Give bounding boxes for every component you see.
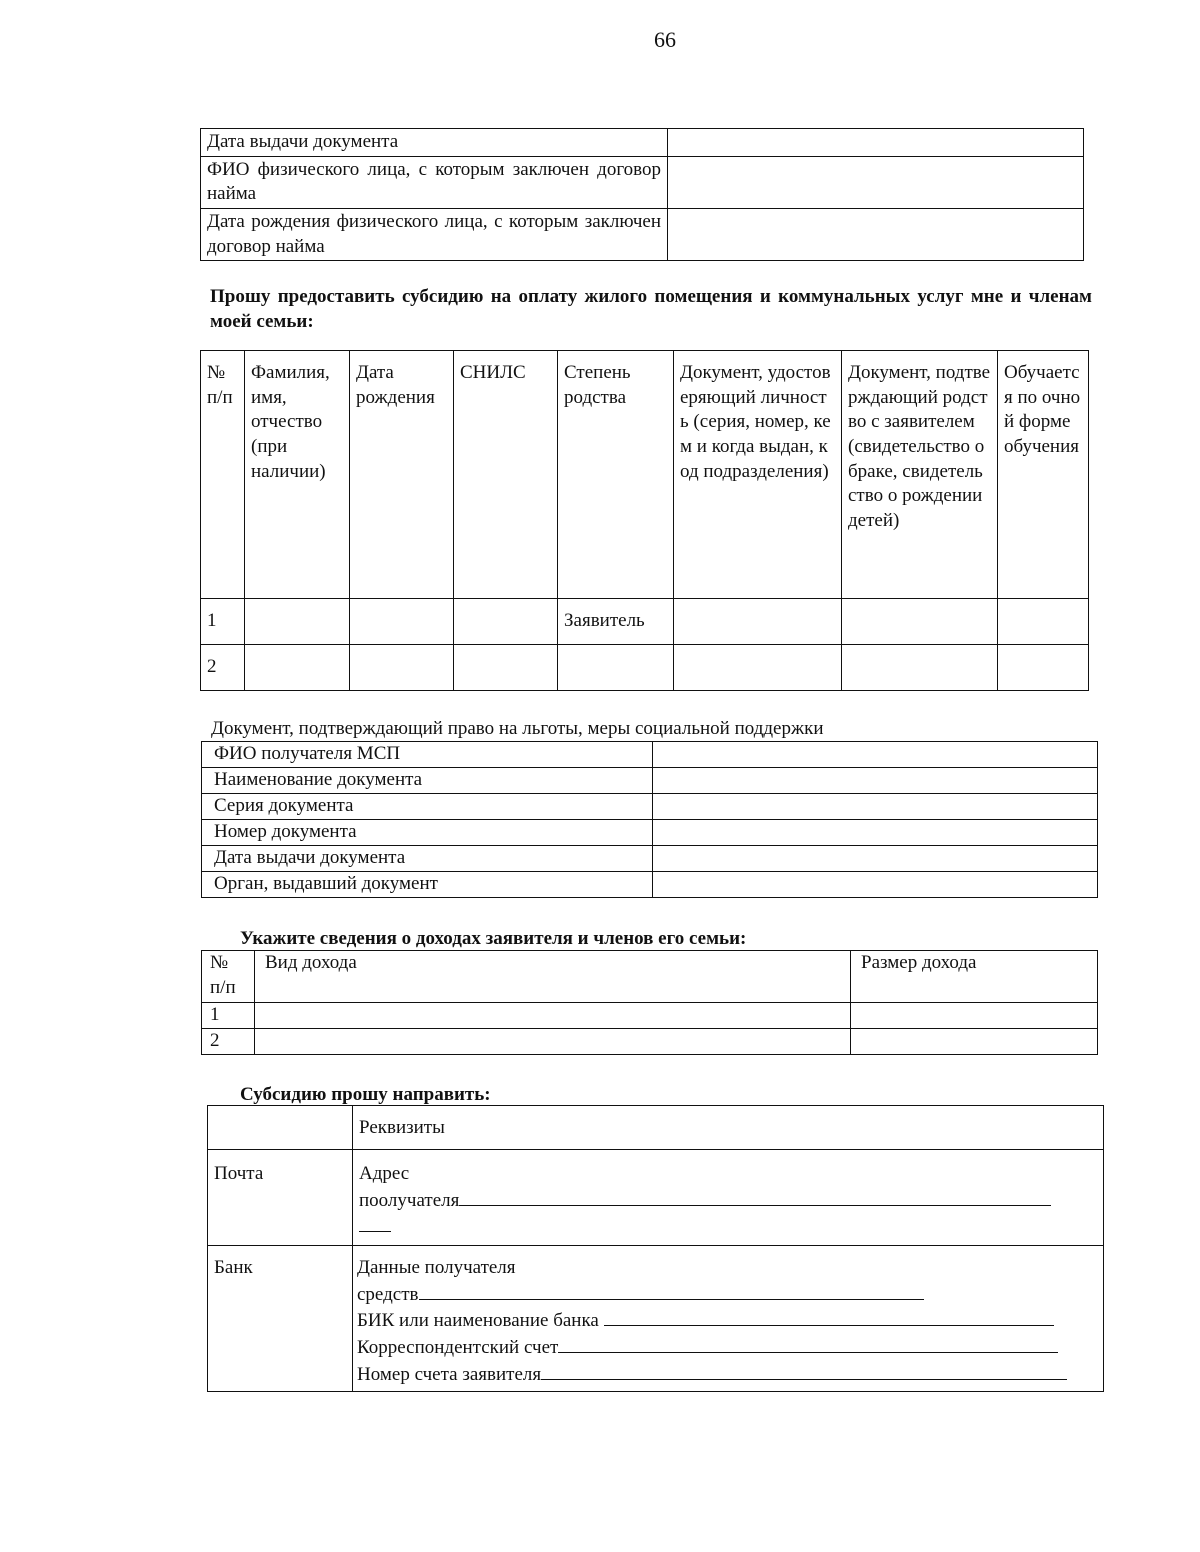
subsidy-section-heading: Субсидию прошу направить:	[240, 1084, 491, 1105]
column-header: Реквизиты	[353, 1106, 1104, 1150]
row-number: 2	[202, 1029, 255, 1055]
table-row	[201, 129, 1084, 157]
table-cell[interactable]	[350, 645, 454, 691]
table-row	[201, 645, 1089, 691]
benefit-table	[201, 741, 1098, 898]
field-label: Дата рождения физического лица, с которым заключен договор найма	[201, 209, 668, 261]
row-number: 1	[201, 599, 245, 645]
account-number-line: Номер счета заявителя	[357, 1361, 1097, 1388]
address-field-continuation[interactable]	[359, 1213, 1097, 1238]
address-label: поолучателя	[359, 1189, 460, 1211]
table-cell[interactable]	[245, 645, 350, 691]
column-header: Размер дохода	[851, 951, 1098, 1003]
income-section-heading: Укажите сведения о доходах заявителя и членов его семьи:	[240, 928, 747, 949]
recipient-label: Данные получателя	[357, 1257, 516, 1278]
bank-details	[353, 1246, 1104, 1392]
column-header: СНИЛС	[454, 351, 558, 599]
table-cell[interactable]	[851, 1003, 1098, 1029]
table-row	[208, 1150, 1104, 1246]
account-number-field[interactable]	[541, 1361, 1067, 1380]
table-row	[202, 1029, 1098, 1055]
column-header: Дата рождения	[350, 351, 454, 599]
field-label: ФИО получателя МСП	[202, 742, 653, 768]
field-value[interactable]	[653, 768, 1098, 794]
column-header	[208, 1106, 353, 1150]
table-header-row	[202, 951, 1098, 1003]
table-cell[interactable]	[350, 599, 454, 645]
column-header: № п/п	[201, 351, 245, 599]
table-row	[208, 1246, 1104, 1392]
table-cell[interactable]	[998, 599, 1089, 645]
column-header: Документ, удостоверяющий личность (серия, номер, кем и когда выдан, код подразделения)	[674, 351, 842, 599]
table-cell[interactable]	[558, 645, 674, 691]
field-label: Дата выдачи документа	[201, 129, 668, 157]
subsidy-table	[207, 1105, 1104, 1392]
table-row	[202, 1003, 1098, 1029]
column-header: Документ, подтверждающий родство с заявителем (свидетельство о браке, свидетельство о рождении детей)	[842, 351, 998, 599]
table-cell[interactable]	[842, 645, 998, 691]
document-info-table	[200, 128, 1084, 261]
column-header: Степень родства	[558, 351, 674, 599]
table-row	[201, 209, 1084, 261]
column-header: Обучается по очной форме обучения	[998, 351, 1089, 599]
table-row	[202, 768, 1098, 794]
row-number: 1	[202, 1003, 255, 1029]
table-cell[interactable]	[674, 645, 842, 691]
table-cell[interactable]	[255, 1003, 851, 1029]
corr-account-line: Корреспондентский счет	[357, 1334, 1097, 1361]
table-row	[202, 820, 1098, 846]
method-label: Почта	[208, 1150, 353, 1246]
family-section-heading: Прошу предоставить субсидию на оплату жилого помещения и коммунальных услуг мне и членам моей семьи:	[210, 286, 1092, 332]
family-table	[200, 350, 1089, 691]
bik-line: БИК или наименование банка	[357, 1307, 1097, 1334]
field-label: Серия документа	[202, 794, 653, 820]
bik-field[interactable]	[604, 1307, 1054, 1326]
field-value[interactable]	[653, 820, 1098, 846]
recipient-line: средств	[357, 1281, 1097, 1308]
table-cell: Заявитель	[558, 599, 674, 645]
field-value[interactable]	[653, 742, 1098, 768]
column-header: Фамилия, имя, отчество (при наличии)	[245, 351, 350, 599]
table-row	[202, 846, 1098, 872]
method-label: Банк	[208, 1246, 353, 1392]
row-number: 2	[201, 645, 245, 691]
table-cell[interactable]	[255, 1029, 851, 1055]
table-cell[interactable]	[454, 645, 558, 691]
field-value[interactable]	[653, 846, 1098, 872]
address-label-line2	[359, 1187, 1097, 1214]
table-cell[interactable]	[245, 599, 350, 645]
field-label: Орган, выдавший документ	[202, 872, 653, 898]
field-label: ФИО физического лица, с которым заключен договор найма	[201, 156, 668, 208]
field-label: Дата выдачи документа	[202, 846, 653, 872]
table-row	[202, 794, 1098, 820]
table-cell[interactable]	[998, 645, 1089, 691]
table-row	[201, 599, 1089, 645]
field-label: Наименование документа	[202, 768, 653, 794]
column-header: № п/п	[202, 951, 255, 1003]
field-value[interactable]	[668, 129, 1084, 157]
income-table	[201, 950, 1098, 1055]
benefit-section-heading: Документ, подтверждающий право на льготы, меры социальной поддержки	[211, 718, 824, 739]
table-cell[interactable]	[674, 599, 842, 645]
table-row	[201, 156, 1084, 208]
field-value[interactable]	[653, 872, 1098, 898]
mail-details	[353, 1150, 1104, 1246]
table-header-row	[208, 1106, 1104, 1150]
field-label: Номер документа	[202, 820, 653, 846]
table-row	[202, 872, 1098, 898]
table-header-row	[201, 351, 1089, 599]
corr-account-field[interactable]	[558, 1334, 1058, 1353]
table-cell[interactable]	[454, 599, 558, 645]
address-field[interactable]	[459, 1187, 1051, 1206]
field-value[interactable]	[668, 156, 1084, 208]
column-header: Вид дохода	[255, 951, 851, 1003]
table-cell[interactable]	[842, 599, 998, 645]
field-value[interactable]	[653, 794, 1098, 820]
address-label-line1: Адрес	[359, 1163, 410, 1184]
recipient-field[interactable]	[419, 1281, 924, 1300]
field-value[interactable]	[668, 209, 1084, 261]
page-number: 66	[654, 27, 676, 52]
table-cell[interactable]	[851, 1029, 1098, 1055]
table-row	[202, 742, 1098, 768]
